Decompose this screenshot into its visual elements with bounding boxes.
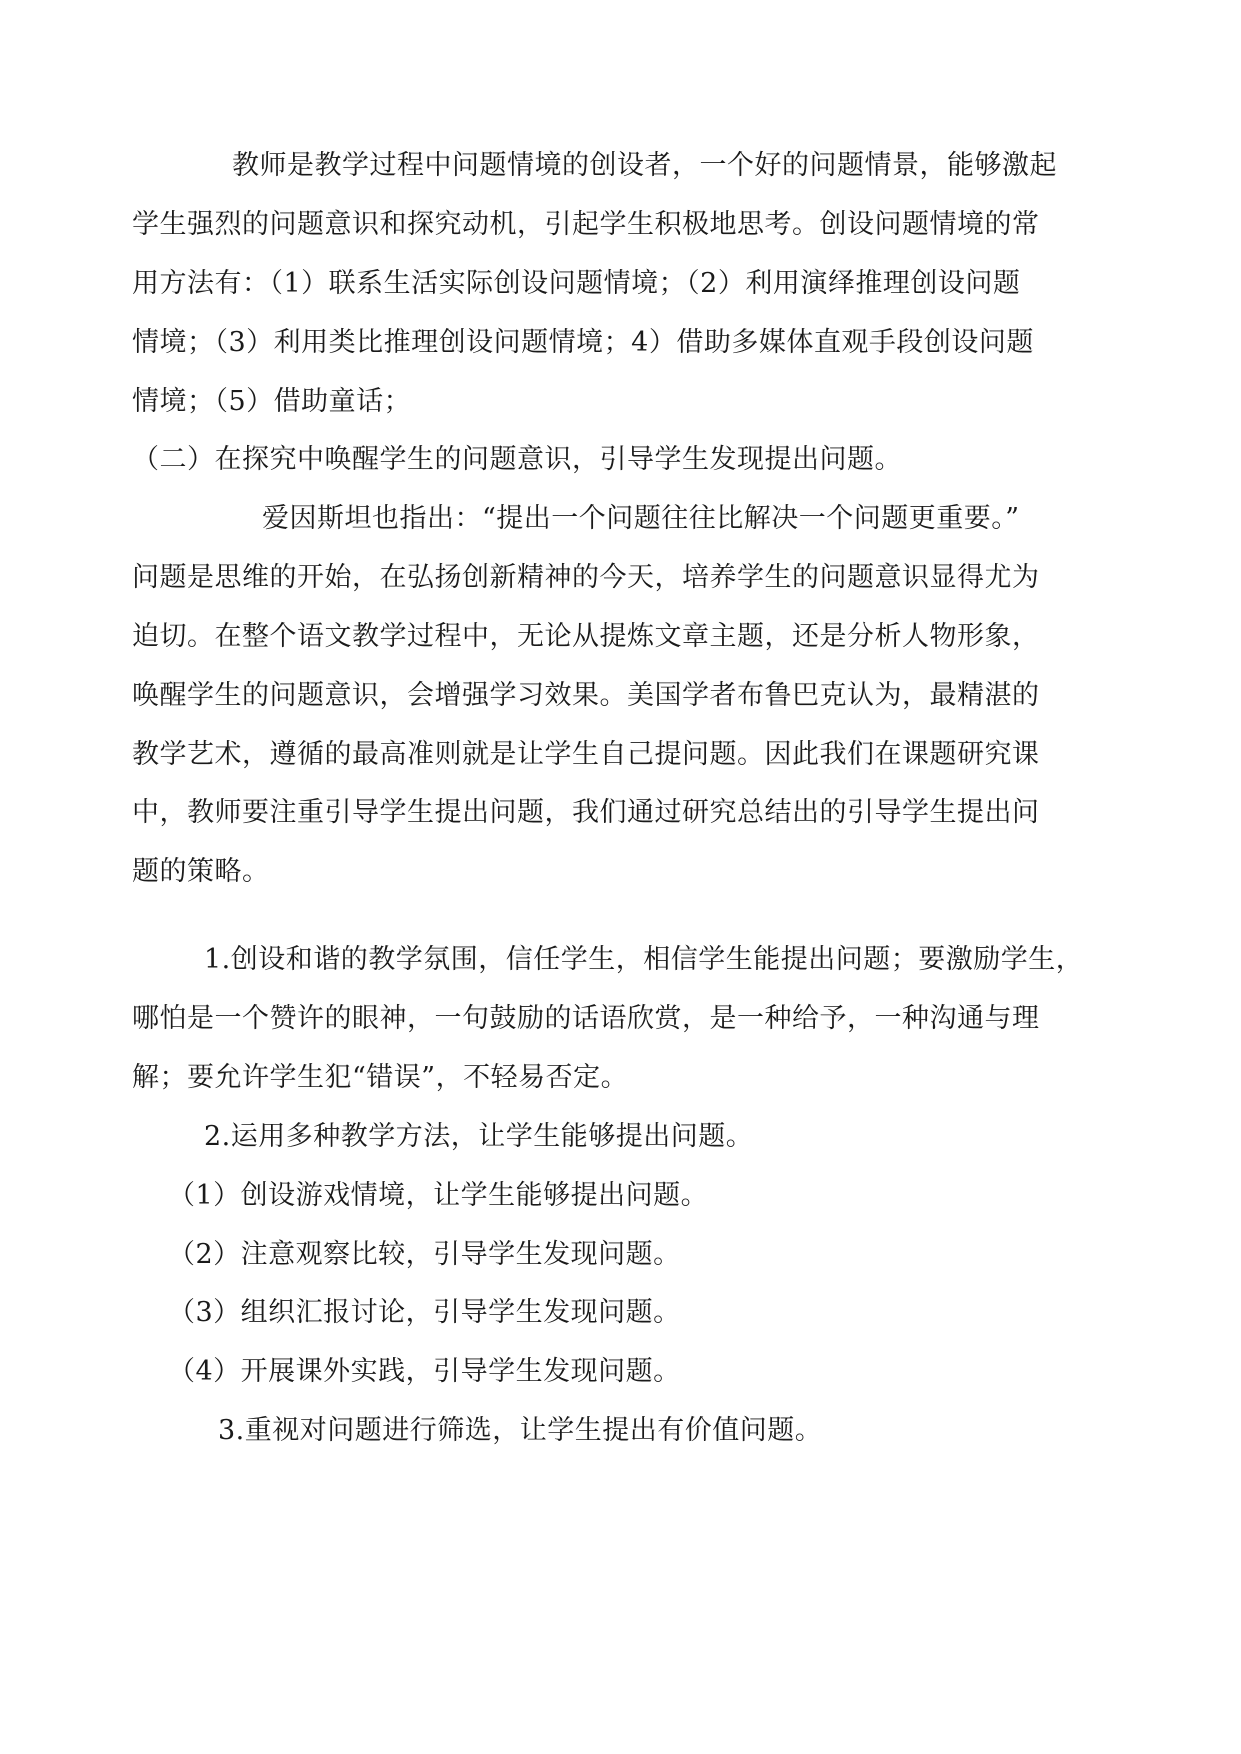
paragraph-line: 用方法有：（1）联系生活实际创设问题情境；（2）利用演绎推理创设问题 (132, 268, 1021, 299)
list-item: （4）开展课外实践，引导学生发现问题。 (168, 1356, 681, 1387)
paragraph-line: 教师是教学过程中问题情境的创设者，一个好的问题情景，能够激起 (232, 150, 1057, 181)
paragraph-line: 情境；（5）借助童话； (132, 386, 412, 417)
paragraph-line: 问题是思维的开始，在弘扬创新精神的今天，培养学生的问题意识显得尤为 (132, 562, 1040, 593)
paragraph-line: 中，教师要注重引导学生提出问题，我们通过研究总结出的引导学生提出问 (132, 797, 1040, 828)
list-item: 1.创设和谐的教学氛围，信任学生，相信学生能提出问题；要激励学生， (204, 944, 1084, 975)
section-heading: （二）在探究中唤醒学生的问题意识，引导学生发现提出问题。 (132, 444, 902, 475)
list-item: 3.重视对问题进行筛选，让学生提出有价值问题。 (218, 1415, 823, 1446)
paragraph-line: 迫切。在整个语文教学过程中，无论从提炼文章主题，还是分析人物形象， (132, 621, 1040, 652)
paragraph-line: 学生强烈的问题意识和探究动机，引起学生积极地思考。创设问题情境的常 (132, 209, 1040, 240)
list-item: （1）创设游戏情境，让学生能够提出问题。 (168, 1180, 709, 1211)
paragraph-line: 爱因斯坦也指出：“提出一个问题往往比解决一个问题更重要。” (262, 503, 1020, 534)
list-item: （3）组织汇报讨论，引导学生发现问题。 (168, 1297, 681, 1328)
paragraph-line: 哪怕是一个赞许的眼神，一句鼓励的话语欣赏，是一种给予，一种沟通与理 (132, 1003, 1040, 1034)
paragraph-line: 解；要允许学生犯“错误”，不轻易否定。 (132, 1062, 629, 1093)
paragraph-line: 情境；（3）利用类比推理创设问题情境；4）借助多媒体直观手段创设问题 (132, 327, 1034, 358)
paragraph-line: 教学艺术，遵循的最高准则就是让学生自己提问题。因此我们在课题研究课 (132, 739, 1040, 770)
list-item: 2.运用多种教学方法，让学生能够提出问题。 (204, 1121, 754, 1152)
paragraph-line: 唤醒学生的问题意识，会增强学习效果。美国学者布鲁巴克认为，最精湛的 (132, 680, 1040, 711)
list-item: （2）注意观察比较，引导学生发现问题。 (168, 1239, 681, 1270)
paragraph-line: 题的策略。 (132, 856, 270, 887)
